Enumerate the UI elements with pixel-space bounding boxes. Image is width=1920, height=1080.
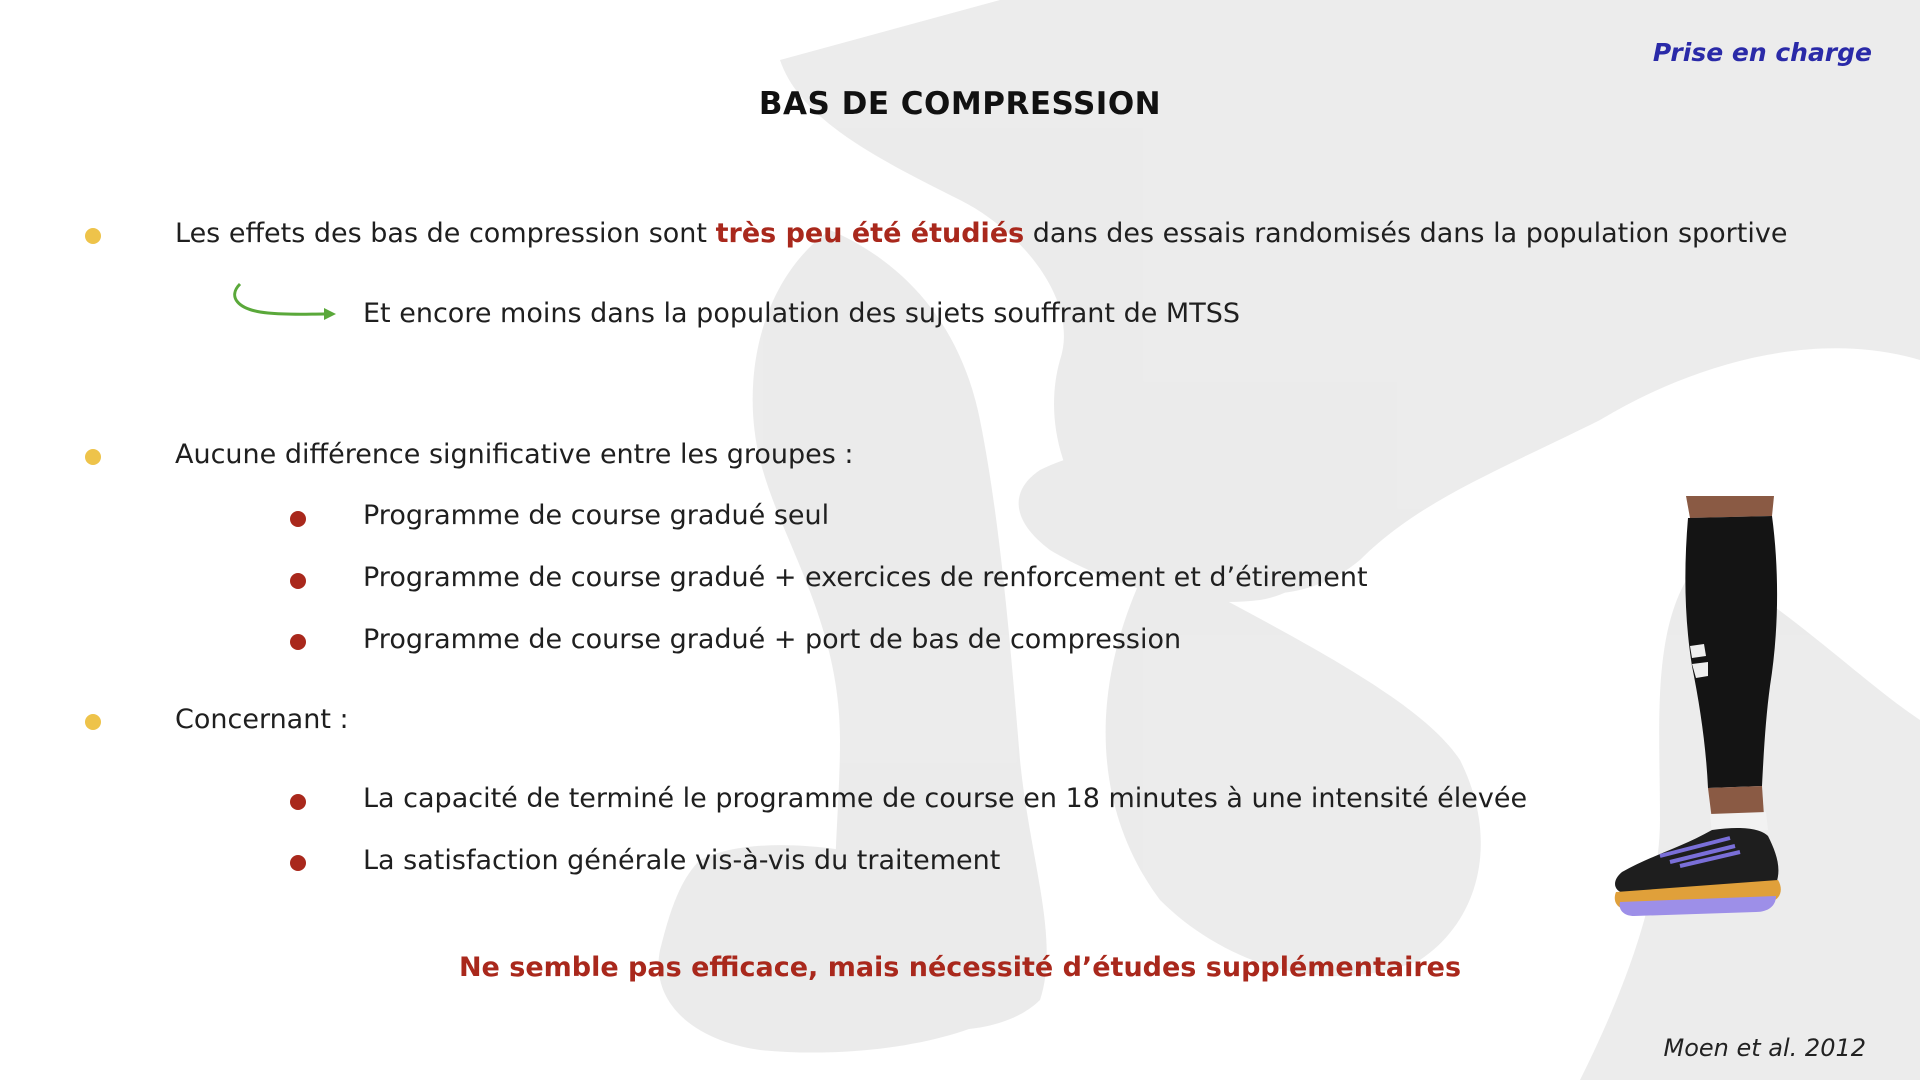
bullet-text-1-end: dans des essais randomisés dans la population sportive [1024, 218, 1788, 249]
bullet-dot [85, 714, 101, 730]
sub-bullet-dot [290, 855, 306, 871]
list-item: Programme de course gradué + port de bas de compression [363, 624, 1182, 655]
bullet-text-1 [175, 218, 1787, 249]
bullet-text-1-start: Les effets des bas de compression sont [175, 218, 716, 249]
slide-title: BAS DE COMPRESSION [758, 86, 1162, 122]
curved-arrow-icon [228, 280, 338, 328]
bullet-dot [85, 228, 101, 244]
sub-bullet-dot [290, 794, 306, 810]
sub-point-text: Et encore moins dans la population des sujets souffrant de MTSS [363, 298, 1240, 329]
sub-bullet-dot [290, 573, 306, 589]
sub-bullet-dot [290, 511, 306, 527]
bullet-dot [85, 449, 101, 465]
bullet-text-1-highlight: très peu été étudiés [715, 218, 1025, 249]
compression-sleeve-image [1600, 496, 1790, 916]
citation: Moen et al. 2012 [1663, 1034, 1866, 1062]
bullet-text-3: Concernant : [175, 704, 349, 735]
section-tag: Prise en charge [1652, 38, 1872, 67]
list-item: La satisfaction générale vis-à-vis du traitement [363, 845, 1001, 876]
list-item: Programme de course gradué seul [363, 500, 830, 531]
list-item: Programme de course gradué + exercices de renforcement et d’étirement [363, 562, 1368, 593]
conclusion-text: Ne semble pas efficace, mais nécessité d’études supplémentaires [458, 952, 1462, 983]
bullet-text-2: Aucune différence significative entre les groupes : [175, 439, 854, 470]
list-item: La capacité de terminé le programme de course en 18 minutes à une intensité élevée [363, 783, 1528, 814]
sub-bullet-dot [290, 634, 306, 650]
